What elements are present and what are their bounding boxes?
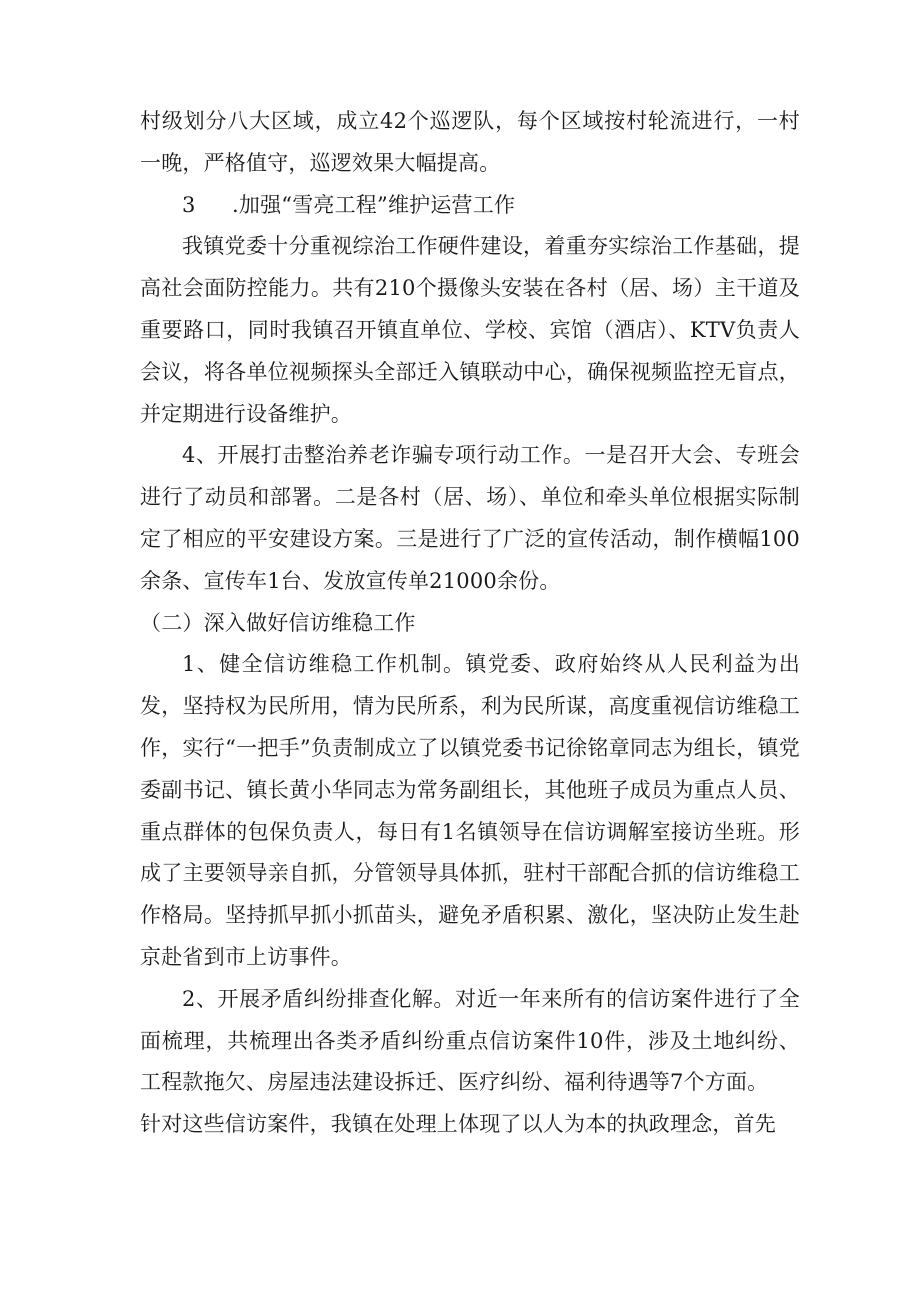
heading-xueliang xyxy=(140,185,800,227)
paragraph-mechanism: 1、健全信访维稳工作机制。镇党委、政府始终从人民利益为出发，坚持权为民所用，情为民所系，利为民所谋，高度重视信访维稳工作，实行“一把手”负责制成立了以镇党委书记徐铭章同志为组长，镇党委副书记、镇长黄小华同志为常务副组长，其他班子成员为重点人员、重点群体的包保负责人，每日有1名镇领导在信访调解室接访坐班。形成了主要领导亲自抓，分管领导具体抓，驻村干部配合抓的信访维稳工作格局。坚持抓早抓小抓苗头，避免矛盾积累、激化，坚决防止发生赴京赴省到市上访事件。 xyxy=(140,652,800,969)
paragraph-anti-fraud: 4、开展打击整治养老诈骗专项行动工作。一是召开大会、专班会进行了动员和部署。二是各村（居、场）、单位和牵头单位根据实际制定了相应的平安建设方案。三是进行了广泛的宣传活动，制作横幅100余条、宣传车1台、发放宣传单21000余份。 xyxy=(140,443,800,593)
section-heading-petition: （二）深入做好信访维稳工作 xyxy=(140,610,416,635)
paragraph-continued: 针对这些信访案件，我镇在处理上体现了以人为本的执政理念，首先 xyxy=(140,1112,776,1137)
heading-text: .加强“雪亮工程”维护运营工作 xyxy=(232,192,516,217)
paragraph-cameras: 我镇党委十分重视综治工作硬件建设，着重夯实综治工作基础，提高社会面防控能力。共有210个摄像头安装在各村（居、场）主干道及重要路口，同时我镇召开镇直单位、学校、宾馆（酒店）、KTV负责人会议，将各单位视频探头全部迁入镇联动中心，确保视频监控无盲点，并定期进行设备维护。 xyxy=(140,234,800,426)
heading-number: 3 xyxy=(182,192,196,217)
paragraph-dispute: 2、开展矛盾纠纷排查化解。对近一年来所有的信访案件进行了全面梳理，共梳理出各类矛盾纠纷重点信访案件10件，涉及土地纠纷、工程款拖欠、房屋违法建设拆迁、医疗纠纷、福利待遇等7个方面。 xyxy=(140,986,800,1095)
document-body xyxy=(140,101,800,1146)
paragraph-patrol: 村级划分八大区域，成立42个巡逻队，每个区域按村轮流进行，一村一晚，严格值守，巡逻效果大幅提高。 xyxy=(140,109,800,175)
